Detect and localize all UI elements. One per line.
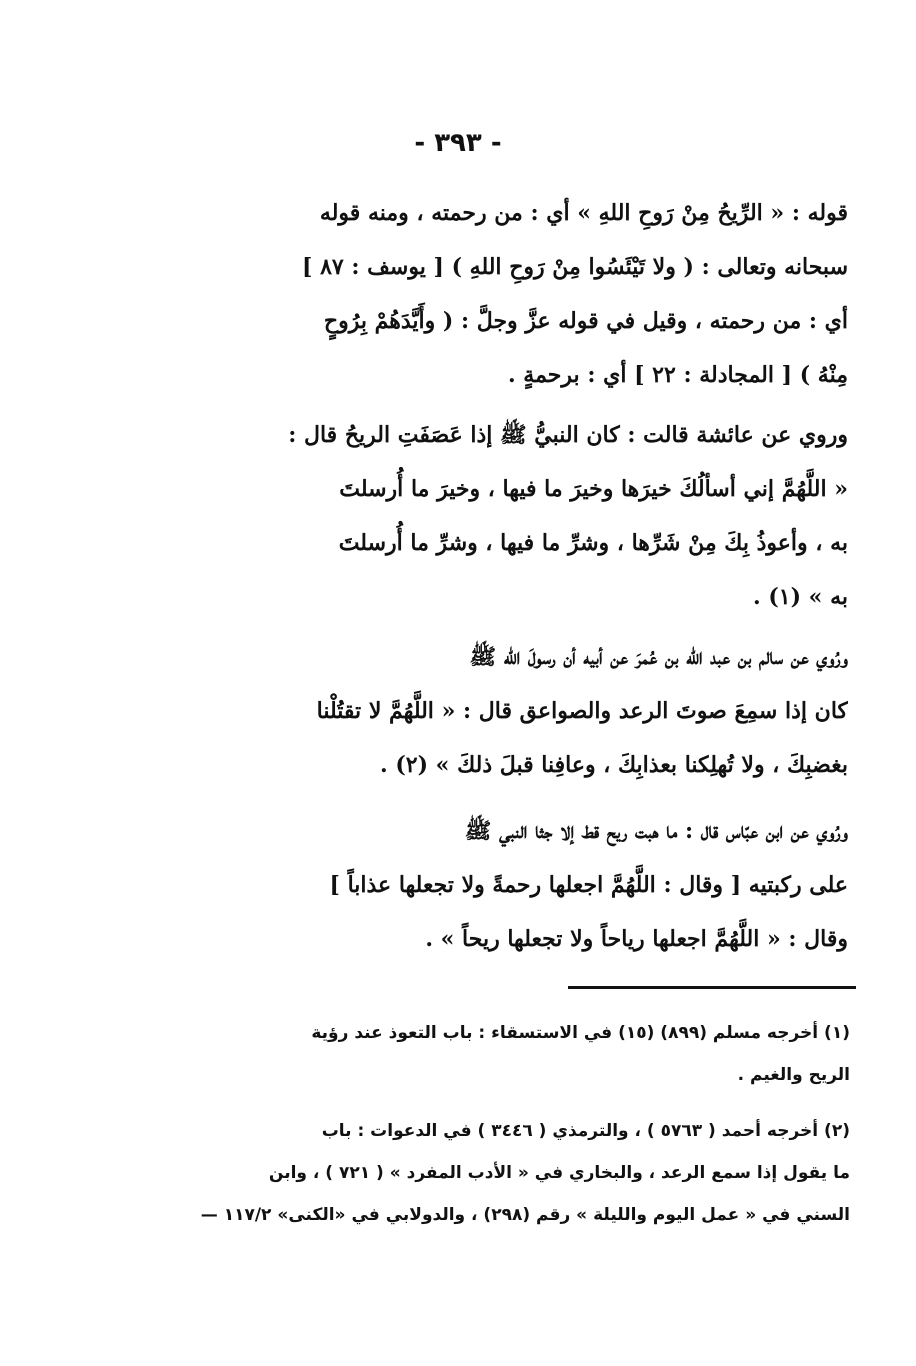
text-line: وروي عن عائشة قالت : كان النبيُّ ﷺ إذا عَصَفَتِ الريحُ قال : [288,422,848,448]
paragraph-salim-hadith [196,630,848,792]
text-line: على ركبتيه [ وقال : اللَّهُمَّ اجعلها رحمةً ولا تجعلها عذاباً ] [329,872,848,898]
footnote-line: ما يقول إذا سمع الرعد ، والبخاري في « الأدب المفرد » ( ٧٢١ ) ، وابن [268,1163,850,1183]
footnote-line: (١) أخرجه مسلم (٨٩٩) (١٥) في الاستسقاء : باب التعوذ عند رؤية [311,1023,850,1043]
paragraph-wind-meaning [196,186,848,402]
text-line: بغضبِكَ ، ولا تُهلِكنا بعذابِكَ ، وعافِنا قبلَ ذلكَ » (٢) . [380,752,848,778]
text-line: ورُوي عن سالم بن عبد الله بن عُمرَ عن أبيه أن رسولَ الله ﷺ [469,644,848,670]
footnote-line: السني في « عمل اليوم والليلة » رقم (٢٩٨) ، والدولابي في «الكنى» ١١٧/٢ — [200,1205,850,1225]
text-line: وقال : « اللَّهُمَّ اجعلها رياحاً ولا تجعلها ريحاً » . [425,926,848,952]
text-line: به ، وأعوذُ بِكَ مِنْ شَرِّها ، وشرِّ ما فيها ، وشرِّ ما أُرسلتَ [338,530,848,556]
text-line: « اللَّهُمَّ إني أسألُكَ خيرَها وخيرَ ما فيها ، وخيرَ ما أُرسلتَ [339,476,848,502]
footnote-line: الريح والغيم . [737,1065,850,1085]
text-line: قوله : « الرِّيحُ مِنْ رَوحِ اللهِ » أي : من رحمته ، ومنه قوله [319,200,848,226]
footnote-line: (٢) أخرجه أحمد ( ٥٧٦٣ ) ، والترمذي ( ٣٤٤٦ ) في الدعوات : باب [321,1121,850,1141]
text-line: أي : من رحمته ، وقيل في قوله عزَّ وجلَّ : ( وأَيَّدَهُمْ بِرُوحٍ [323,308,848,334]
paragraph-ibn-abbas-hadith [196,804,848,966]
footnote-divider [568,986,856,989]
text-line: ورُوي عن ابن عبّاس قال : ما هبت ريح قط إلا جثا النبي ﷺ [464,818,848,844]
text-line: سبحانه وتعالى : ( ولا تَيْئَسُوا مِنْ رَوحِ اللهِ ) [ يوسف : ٨٧ ] [302,254,848,280]
paragraph-aisha-hadith [196,408,848,624]
text-line: مِنْهُ ) [ المجادلة : ٢٢ ] أي : برحمةٍ . [507,362,848,388]
text-line: به » (١) . [753,584,848,610]
footnote-2 [190,1110,850,1236]
page-number: - ٣٩٣ - [414,128,502,158]
text-line: كان إذا سمِعَ صوتَ الرعد والصواعق قال : « اللَّهُمَّ لا تقتُلْنا [316,698,848,724]
footnote-1 [190,1012,850,1096]
